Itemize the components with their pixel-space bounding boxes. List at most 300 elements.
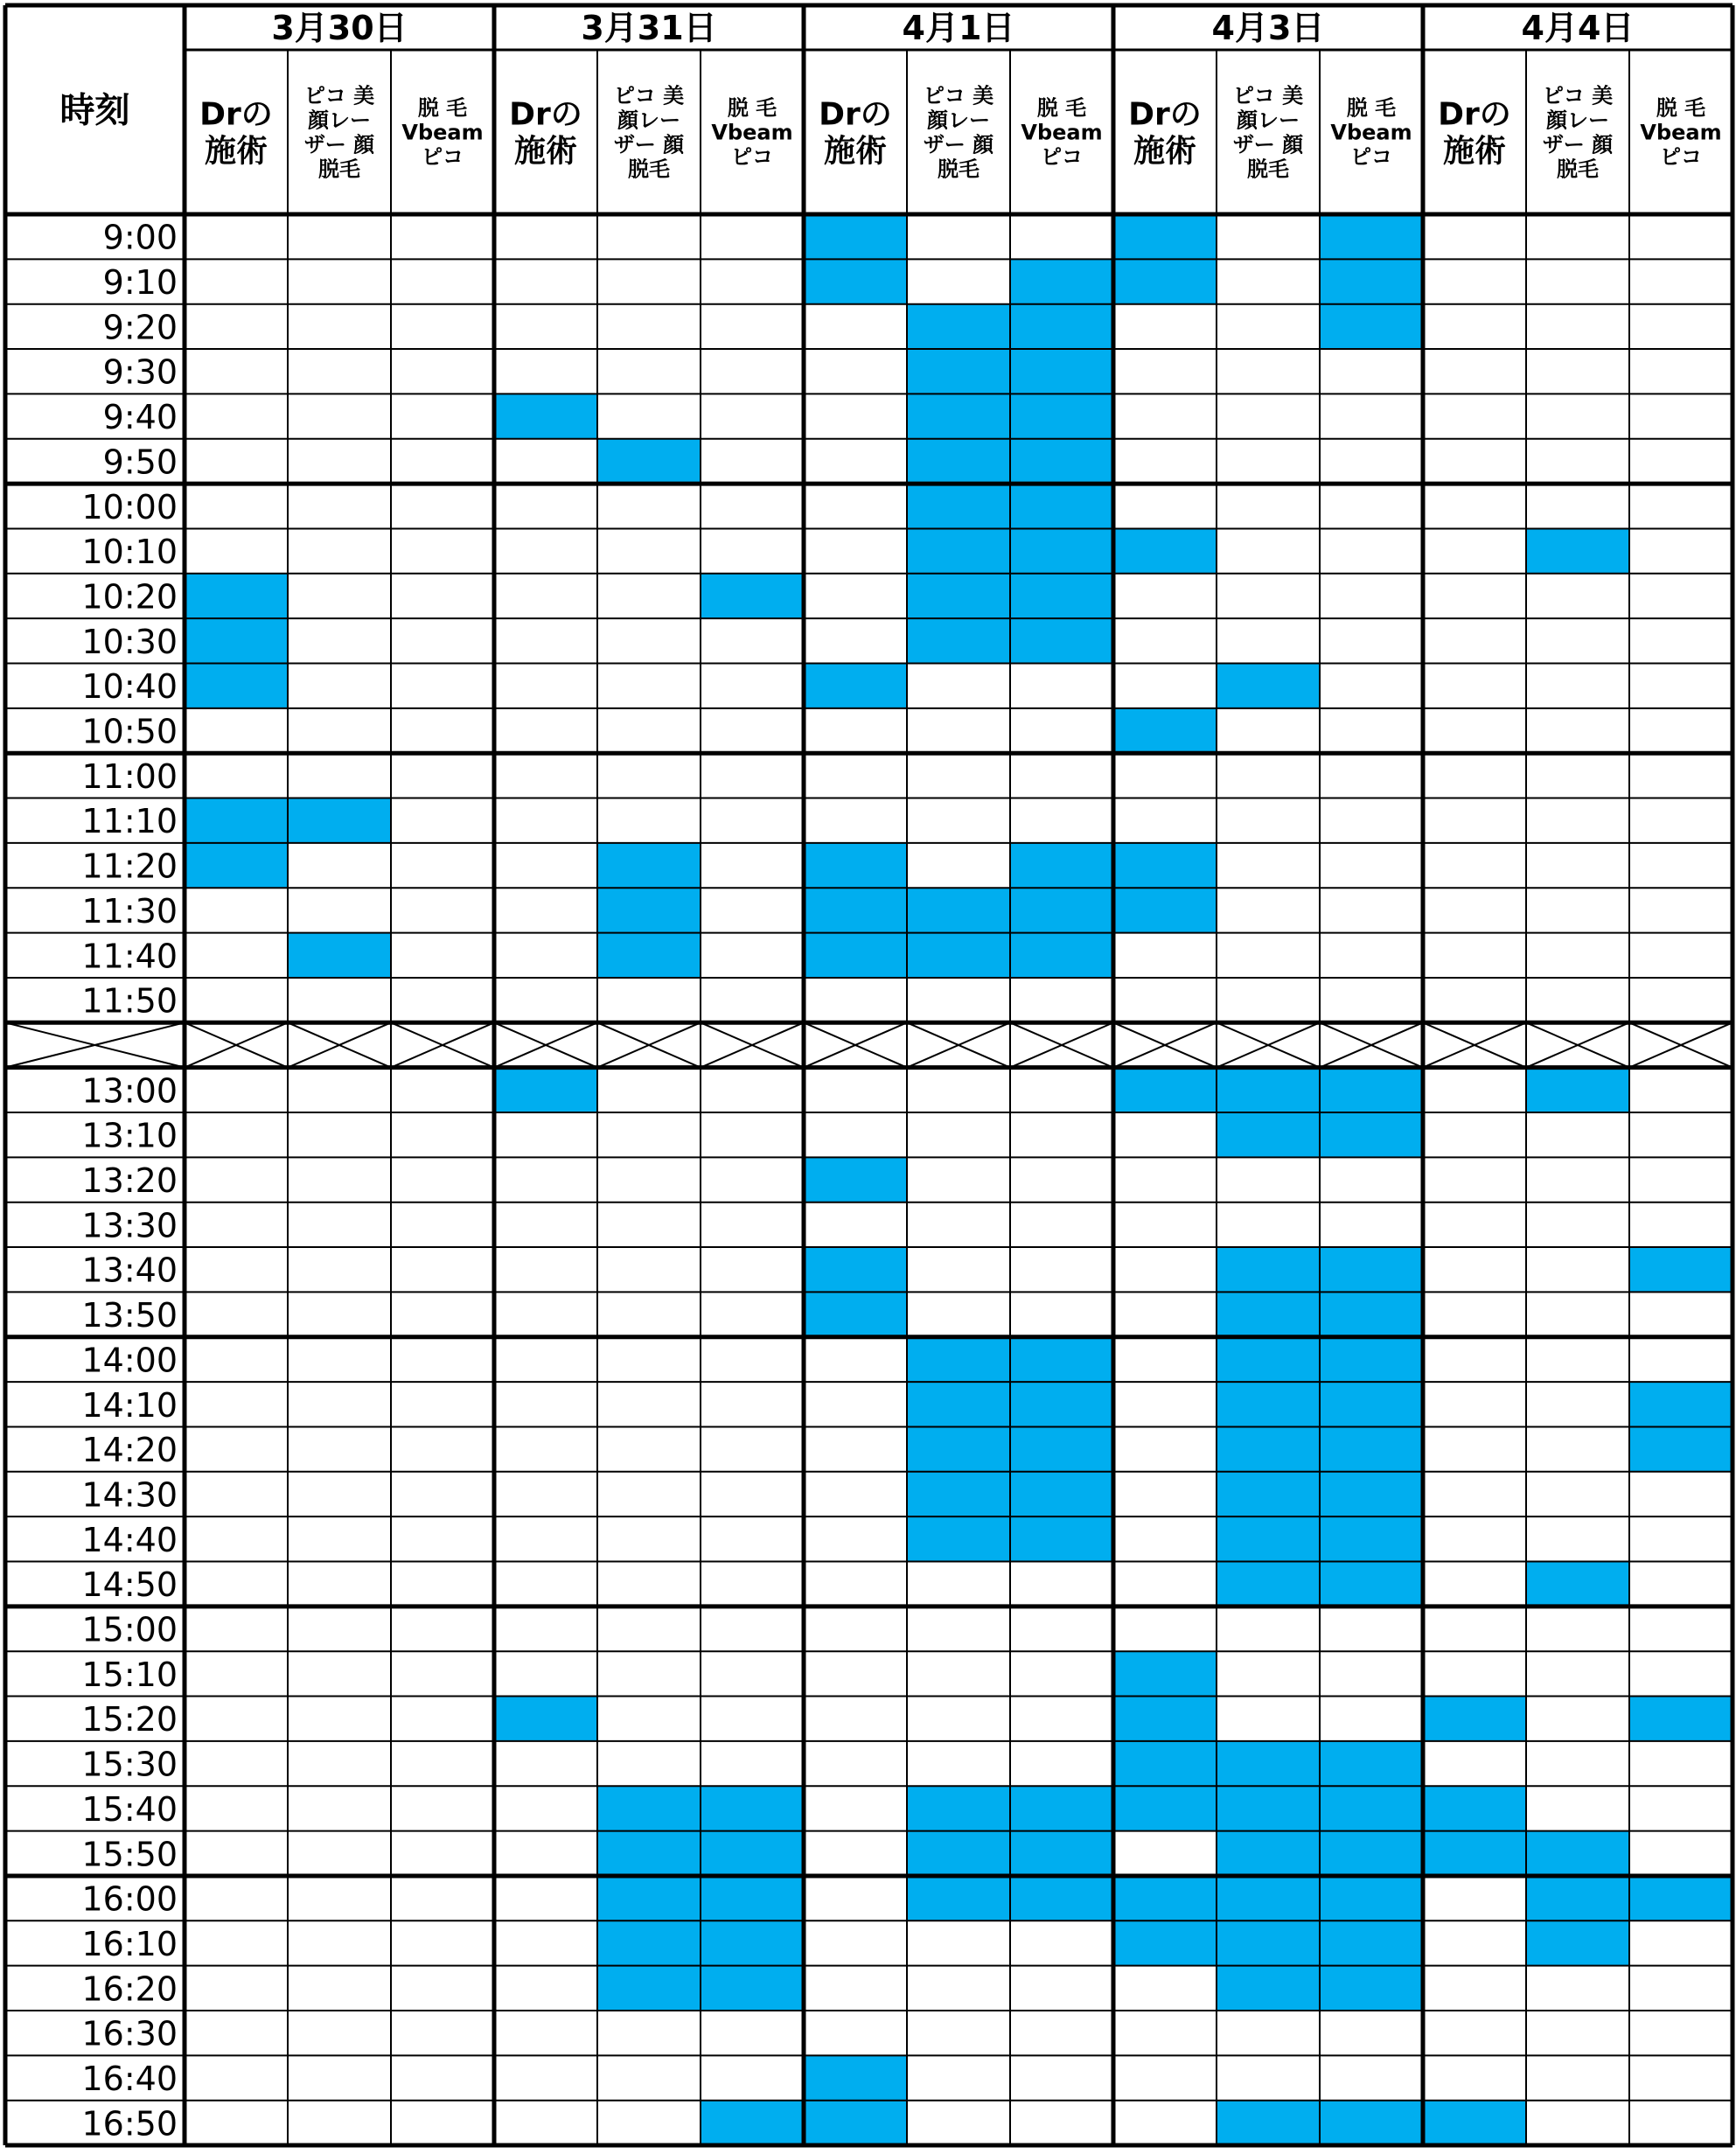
booked-slot [1217,1562,1320,1607]
free-slot [1113,439,1217,484]
booked-slot [1217,1382,1320,1426]
free-slot [185,1247,288,1292]
free-slot [1113,1382,1217,1426]
booked-slot [1010,1337,1113,1382]
booked-slot [185,798,288,843]
free-slot [1217,843,1320,888]
free-slot [804,1697,907,1741]
free-slot [1526,2011,1629,2055]
booked-slot [597,1831,701,1876]
free-slot [288,1831,391,1876]
free-slot [1629,2101,1733,2145]
free-slot [1629,1562,1733,1607]
booked-slot [1423,1786,1526,1830]
booked-slot [185,618,288,663]
free-slot [1423,664,1526,708]
svg-text:顔レー: 顔レー [1546,108,1609,133]
booked-slot [1320,1247,1423,1292]
free-slot [1113,484,1217,528]
booked-slot [1010,259,1113,303]
dr-treatment-column-header [819,97,892,170]
booked-slot [1010,394,1113,438]
free-slot [494,1157,597,1202]
booked-slot [907,888,1010,932]
free-slot [185,1741,288,1786]
free-slot [288,484,391,528]
free-slot [494,978,597,1022]
free-slot [804,1068,907,1112]
free-slot [185,1157,288,1202]
free-slot [597,708,701,753]
booked-slot [1320,1472,1423,1516]
free-slot [701,1651,804,1696]
svg-text:Vbeam: Vbeam [1021,120,1103,145]
free-slot [185,1651,288,1696]
booked-slot [1010,574,1113,618]
booked-slot [597,843,701,888]
free-slot [1010,1112,1113,1157]
free-slot [391,1876,494,1920]
free-slot [597,1516,701,1561]
free-slot [1629,1472,1733,1516]
free-slot [391,1247,494,1292]
free-slot [391,664,494,708]
free-slot [391,888,494,932]
free-slot [494,1562,597,1607]
free-slot [1526,1202,1629,1247]
booked-slot [597,933,701,978]
booked-slot [1113,1920,1217,1965]
svg-text:脱 毛: 脱 毛 [1346,95,1397,121]
free-slot [1526,1786,1629,1830]
free-slot [907,1112,1010,1157]
free-slot [804,1876,907,1920]
free-slot [1629,978,1733,1022]
free-slot [701,664,804,708]
free-slot [288,1966,391,2011]
free-slot [804,798,907,843]
time-label: 15:30 [81,1745,178,1784]
booked-slot [907,618,1010,663]
free-slot [185,1202,288,1247]
time-label: 9:10 [102,263,178,303]
booked-slot [804,1247,907,1292]
free-slot [1217,1202,1320,1247]
free-slot [391,1697,494,1741]
free-slot [1423,304,1526,349]
svg-text:Drの: Drの [1438,96,1511,133]
booked-slot [907,1337,1010,1382]
time-label: 15:40 [81,1789,178,1829]
free-slot [1320,978,1423,1022]
booked-slot [1010,528,1113,573]
free-slot [1217,1607,1320,1651]
booked-slot [1629,1247,1733,1292]
free-slot [701,2011,804,2055]
free-slot [804,708,907,753]
free-slot [391,1741,494,1786]
free-slot [597,753,701,798]
booked-slot [1113,1741,1217,1786]
time-label: 11:20 [81,847,178,886]
free-slot [701,1382,804,1426]
free-slot [1113,978,1217,1022]
free-slot [1217,2011,1320,2055]
booked-slot [1113,214,1217,259]
free-slot [701,888,804,932]
free-slot [391,439,494,484]
free-slot [1526,1247,1629,1292]
free-slot [391,1831,494,1876]
free-slot [1113,2055,1217,2100]
booked-slot [907,1472,1010,1516]
free-slot [185,214,288,259]
free-slot [1629,1068,1733,1112]
free-slot [1217,2055,1320,2100]
booked-slot [1320,1920,1423,1965]
free-slot [391,2011,494,2055]
free-slot [701,1112,804,1157]
booked-slot [1526,528,1629,573]
free-slot [907,1068,1010,1112]
free-slot [494,1337,597,1382]
free-slot [597,978,701,1022]
free-slot [701,349,804,394]
free-slot [597,1068,701,1112]
free-slot [1629,484,1733,528]
svg-text:ピコ: ピコ [1350,144,1392,170]
booked-slot [1423,1831,1526,1876]
free-slot [1526,1472,1629,1516]
free-slot [1113,933,1217,978]
free-slot [1629,574,1733,618]
free-slot [391,1157,494,1202]
free-slot [185,528,288,573]
free-slot [1423,1741,1526,1786]
booked-slot [494,394,597,438]
time-label: 16:50 [81,2104,178,2144]
time-label: 14:20 [81,1431,178,1470]
free-slot [288,259,391,303]
free-slot [1629,933,1733,978]
booked-slot [1217,1831,1320,1876]
free-slot [1010,753,1113,798]
time-label: 10:00 [81,487,178,526]
free-slot [1217,798,1320,843]
time-label: 11:50 [81,981,178,1021]
free-slot [1423,888,1526,932]
booked-slot [1526,1920,1629,1965]
free-slot [494,888,597,932]
free-slot [1010,1157,1113,1202]
free-slot [288,1562,391,1607]
free-slot [185,1966,288,2011]
svg-text:施術: 施術 [204,133,268,170]
free-slot [1320,1607,1423,1651]
free-slot [1423,1562,1526,1607]
free-slot [494,528,597,573]
free-slot [1320,1157,1423,1202]
free-slot [804,1966,907,2011]
time-label: 15:50 [81,1835,178,1874]
free-slot [1526,2055,1629,2100]
svg-text:ザー 顔: ザー 顔 [303,132,375,157]
free-slot [804,1202,907,1247]
free-slot [701,1068,804,1112]
free-slot [494,753,597,798]
booked-slot [1320,1831,1423,1876]
time-column-header: 時刻 [59,90,130,131]
free-slot [288,528,391,573]
free-slot [1423,214,1526,259]
booked-slot [1629,1697,1733,1741]
booked-slot [907,1876,1010,1920]
booked-slot [1320,2101,1423,2145]
free-slot [1320,888,1423,932]
free-slot [597,1472,701,1516]
free-slot [597,2011,701,2055]
booked-slot [1113,708,1217,753]
booked-slot [1217,2101,1320,2145]
booked-slot [1010,484,1113,528]
free-slot [1526,888,1629,932]
booked-slot [494,1697,597,1741]
free-slot [494,1202,597,1247]
free-slot [494,708,597,753]
free-slot [288,2055,391,2100]
time-label: 9:40 [102,398,178,437]
free-slot [597,214,701,259]
booked-slot [701,574,804,618]
free-slot [1423,1382,1526,1426]
booked-slot [1010,439,1113,484]
free-slot [494,2011,597,2055]
free-slot [185,1831,288,1876]
free-slot [1113,1112,1217,1157]
free-slot [804,978,907,1022]
free-slot [701,1202,804,1247]
dr-treatment-column-header [509,97,582,170]
date-header: 3月31日 [581,9,717,47]
free-slot [391,1562,494,1607]
booked-slot [1217,664,1320,708]
free-slot [1526,1697,1629,1741]
free-slot [907,1651,1010,1696]
free-slot [288,1786,391,1830]
free-slot [1629,1157,1733,1202]
free-slot [1320,753,1423,798]
free-slot [1629,1741,1733,1786]
free-slot [1629,304,1733,349]
free-slot [1423,349,1526,394]
free-slot [185,1562,288,1607]
free-slot [1217,618,1320,663]
time-label: 9:30 [102,352,178,392]
free-slot [1423,528,1526,573]
time-label: 16:10 [81,1924,178,1963]
free-slot [1320,439,1423,484]
free-slot [1320,349,1423,394]
free-slot [1320,2011,1423,2055]
svg-text:ピコ: ピコ [1660,144,1702,170]
free-slot [597,528,701,573]
free-slot [1010,1966,1113,2011]
free-slot [597,618,701,663]
booked-slot [597,1966,701,2011]
booked-slot [701,1831,804,1876]
free-slot [1629,1651,1733,1696]
booked-slot [804,259,907,303]
free-slot [701,2055,804,2100]
free-slot [597,394,701,438]
free-slot [597,304,701,349]
free-slot [494,484,597,528]
time-label: 9:20 [102,308,178,347]
time-label: 13:30 [81,1206,178,1245]
free-slot [701,1337,804,1382]
svg-text:Drの: Drの [1128,96,1202,133]
free-slot [907,259,1010,303]
booked-slot [1320,1516,1423,1561]
free-slot [1423,1651,1526,1696]
free-slot [1320,2055,1423,2100]
booked-slot [1010,1382,1113,1426]
free-slot [701,933,804,978]
free-slot [907,2055,1010,2100]
free-slot [804,1741,907,1786]
svg-text:ピコ 美: ピコ 美 [1232,83,1304,108]
free-slot [701,1157,804,1202]
free-slot [1526,753,1629,798]
free-slot [1629,394,1733,438]
free-slot [1217,528,1320,573]
free-slot [701,1562,804,1607]
free-slot [494,1966,597,2011]
booked-slot [1113,528,1217,573]
booked-slot [1217,1292,1320,1336]
free-slot [391,753,494,798]
free-slot [597,1607,701,1651]
free-slot [597,1741,701,1786]
svg-text:ザー 顔: ザー 顔 [1542,132,1614,157]
free-slot [1423,1920,1526,1965]
booked-slot [804,933,907,978]
booked-slot [907,528,1010,573]
free-slot [907,1157,1010,1202]
booked-slot [701,1920,804,1965]
free-slot [288,843,391,888]
booked-slot [907,1426,1010,1471]
booked-slot [494,1068,597,1112]
free-slot [494,1607,597,1651]
free-slot [701,1607,804,1651]
free-slot [185,1292,288,1336]
free-slot [1113,753,1217,798]
free-slot [288,1247,391,1292]
free-slot [185,1112,288,1157]
free-slot [288,753,391,798]
free-slot [1010,2101,1113,2145]
free-slot [1526,618,1629,663]
free-slot [391,259,494,303]
free-slot [1217,214,1320,259]
free-slot [597,1337,701,1382]
booked-slot [597,1920,701,1965]
booked-slot [597,1786,701,1830]
free-slot [1423,1876,1526,1920]
free-slot [804,1920,907,1965]
free-slot [1217,753,1320,798]
free-slot [391,1516,494,1561]
free-slot [494,439,597,484]
booked-slot [185,574,288,618]
free-slot [1010,1607,1113,1651]
free-slot [597,574,701,618]
free-slot [185,439,288,484]
time-label: 14:10 [81,1385,178,1425]
free-slot [185,2055,288,2100]
free-slot [1526,1516,1629,1561]
free-slot [391,1382,494,1426]
free-slot [1217,259,1320,303]
booked-slot [1113,1876,1217,1920]
booked-slot [804,664,907,708]
free-slot [1423,708,1526,753]
svg-text:ピコ: ピコ [422,144,464,170]
free-slot [1010,978,1113,1022]
free-slot [391,618,494,663]
time-label: 10:20 [81,577,178,617]
free-slot [804,1651,907,1696]
free-slot [597,1697,701,1741]
booked-slot [1217,1112,1320,1157]
time-label: 11:30 [81,891,178,931]
free-slot [1217,349,1320,394]
free-slot [288,978,391,1022]
free-slot [1526,1382,1629,1426]
free-slot [907,664,1010,708]
booked-slot [1320,1786,1423,1830]
booked-slot [1629,1876,1733,1920]
free-slot [288,394,391,438]
free-slot [494,1247,597,1292]
time-label: 10:30 [81,622,178,661]
time-label: 13:10 [81,1116,178,1155]
booked-slot [1217,1472,1320,1516]
time-label: 9:50 [102,443,178,482]
booked-slot [1217,1337,1320,1382]
booked-slot [1217,1247,1320,1292]
svg-text:ピコ 美: ピコ 美 [923,83,994,108]
booked-slot [1320,1426,1423,1471]
free-slot [907,1966,1010,2011]
booked-slot [1113,1697,1217,1741]
svg-text:ピコ 美: ピコ 美 [1542,83,1614,108]
free-slot [1526,1651,1629,1696]
free-slot [288,1920,391,1965]
booked-slot [1010,1426,1113,1471]
free-slot [288,1068,391,1112]
free-slot [391,1607,494,1651]
free-slot [185,1472,288,1516]
free-slot [907,214,1010,259]
free-slot [185,349,288,394]
free-slot [597,2101,701,2145]
free-slot [1526,664,1629,708]
free-slot [597,1426,701,1471]
dr-treatment-column-header [199,97,273,170]
free-slot [804,1831,907,1876]
